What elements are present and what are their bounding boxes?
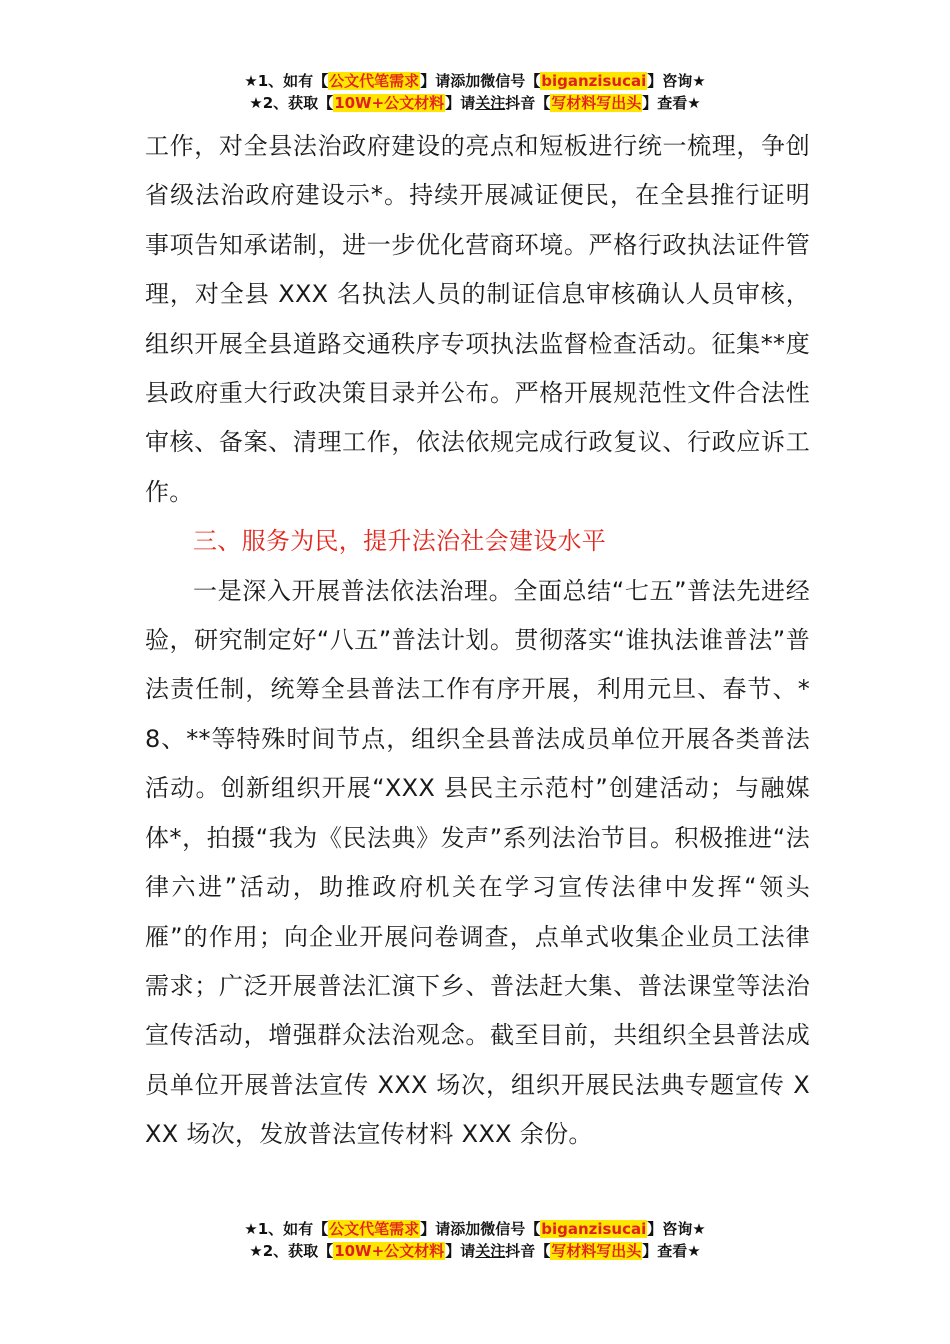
- promo-underline: 关注: [475, 94, 506, 112]
- promo-text: 】请: [445, 1242, 476, 1260]
- document-body: [145, 122, 810, 1160]
- douyin-highlight: 写材料写出头: [551, 1242, 642, 1260]
- promo-text: 】请添加微信号【: [420, 72, 541, 90]
- promo-banner-top: [0, 70, 950, 114]
- promo-line-1: [0, 1218, 950, 1240]
- promo-text: ★1、如有【: [244, 1220, 329, 1238]
- promo-text: 】咨询★: [647, 1220, 706, 1238]
- promo-text: 抖音【: [505, 1242, 551, 1260]
- promo-text: ★2、获取【: [249, 1242, 334, 1260]
- promo-line-2: [0, 1240, 950, 1262]
- wechat-id-highlight: biganzisucai: [541, 72, 647, 90]
- promo-text: ★1、如有【: [244, 72, 329, 90]
- promo-text: 】查看★: [642, 94, 701, 112]
- promo-highlight: 10W+公文材料: [334, 94, 445, 112]
- wechat-id-highlight: biganzisucai: [541, 1220, 647, 1238]
- douyin-highlight: 写材料写出头: [551, 94, 642, 112]
- promo-text: 抖音【: [505, 94, 551, 112]
- promo-text: 】请: [445, 94, 476, 112]
- promo-highlight: 10W+公文材料: [334, 1242, 445, 1260]
- body-paragraph-1: 工作，对全县法治政府建设的亮点和短板进行统一梳理，争创省级法治政府建设示*。持续开展减证便民，在全县推行证明事项告知承诺制，进一步优化营商环境。严格行政执法证件管理，对全县 XXX 名执法人员的制证信息审核确认人员审核，组织开展全县道路交通秩序专项执法监督检查活动。征集**度县政府重大行政决策目录并公布。严格开展规范性文件合法性审核、备案、清理工作，依法依规完成行政复议、行政应诉工作。: [145, 132, 810, 506]
- promo-line-2: [0, 92, 950, 114]
- promo-banner-bottom: [0, 1218, 950, 1262]
- promo-line-1: [0, 70, 950, 92]
- body-paragraph-2: 一是深入开展普法依法治理。全面总结“七五”普法先进经验，研究制定好“八五”普法计划。贯彻落实“谁执法谁普法”普法责任制，统筹全县普法工作有序开展，利用元旦、春节、*8、**等特殊时间节点，组织全县普法成员单位开展各类普法活动。创新组织开展“XXX 县民主示范村”创建活动；与融媒体*，拍摄“我为《民法典》发声”系列法治节目。积极推进“法律六进”活动，助推政府机关在学习宣传法律中发挥“领头雁”的作用；向企业开展问卷调查，点单式收集企业员工法律需求；广泛开展普法汇演下乡、普法赶大集、普法课堂等法治宣传活动，增强群众法治观念。截至目前，共组织全县普法成员单位开展普法宣传 XXX 场次，组织开展民法典专题宣传 XXX 场次，发放普法宣传材料 XXX 余份。: [145, 576, 810, 1149]
- section-heading-3: 三、服务为民，提升法治社会建设水平: [193, 527, 607, 556]
- promo-text: 】请添加微信号【: [420, 1220, 541, 1238]
- promo-text: ★2、获取【: [249, 94, 334, 112]
- promo-highlight: 公文代笔需求: [329, 1220, 420, 1238]
- promo-text: 】咨询★: [647, 72, 706, 90]
- promo-underline: 关注: [475, 1242, 506, 1260]
- promo-text: 】查看★: [642, 1242, 701, 1260]
- promo-highlight: 公文代笔需求: [329, 72, 420, 90]
